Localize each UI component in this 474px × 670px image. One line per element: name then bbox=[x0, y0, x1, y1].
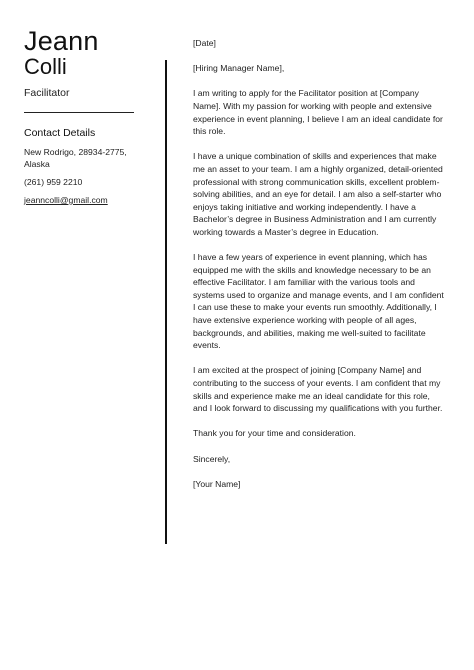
letter-closing: Sincerely, bbox=[193, 453, 231, 464]
sidebar bbox=[24, 28, 136, 206]
letter-paragraph: I have a unique combination of skills and experiences that make me an asset to your team. I am a highly organized, detail-oriented professional with strong communication skills, excellent problem-solving abilities, and an eye for detail. I am also a self-starter who enjoys taking initiative and working independently. I have a Bachelor’s degree in Business Administration and I am currently working towards a Master’s degree in Education. bbox=[193, 151, 443, 237]
letter-paragraph: I have a few years of experience in event planning, which has equipped me with the skills and knowledge necessary to be an effective Facilitator. I am familiar with the various tools and systems used to organize and manage events, and I am confident I can use these to make your events run smoothly. Additionally, I have extensive experience working with people of all ages, backgrounds, and abilities, making me well-suited to facilitate events. bbox=[193, 252, 444, 351]
letter-signature: [Your Name] bbox=[193, 478, 241, 489]
contact-email-row bbox=[24, 194, 136, 206]
candidate-first-name: Jeann bbox=[24, 26, 99, 56]
sidebar-divider bbox=[24, 112, 134, 113]
letter-paragraph: Thank you for your time and consideration. bbox=[193, 428, 356, 439]
letter-paragraph: I am writing to apply for the Facilitator position at [Company Name]. With my passion for working with people and extensive experience in event planning, I believe I am an ideal candidate for this role. bbox=[193, 88, 443, 137]
letter-paragraph: I am excited at the prospect of joining [Company Name] and contributing to the success of your events. I am confident that my skills and experience make me an ideal candidate for this role, and I look forward to discussing my qualifications with you further. bbox=[193, 365, 443, 414]
contact-address bbox=[24, 146, 136, 170]
address-line-1: New Rodrigo, 28934-2775, bbox=[24, 147, 127, 157]
letter-greeting: [Hiring Manager Name], bbox=[193, 63, 285, 74]
address-line-2: Alaska bbox=[24, 159, 50, 169]
candidate-role: Facilitator bbox=[24, 87, 70, 99]
letter-date: [Date] bbox=[193, 38, 216, 48]
letter-body bbox=[193, 37, 445, 503]
candidate-last-name: Colli bbox=[24, 54, 67, 79]
contact-phone: (261) 959 2210 bbox=[24, 177, 83, 187]
vertical-divider bbox=[165, 60, 167, 544]
contact-heading: Contact Details bbox=[24, 127, 96, 139]
contact-email-link[interactable]: jeanncolli@gmail.com bbox=[24, 195, 108, 205]
